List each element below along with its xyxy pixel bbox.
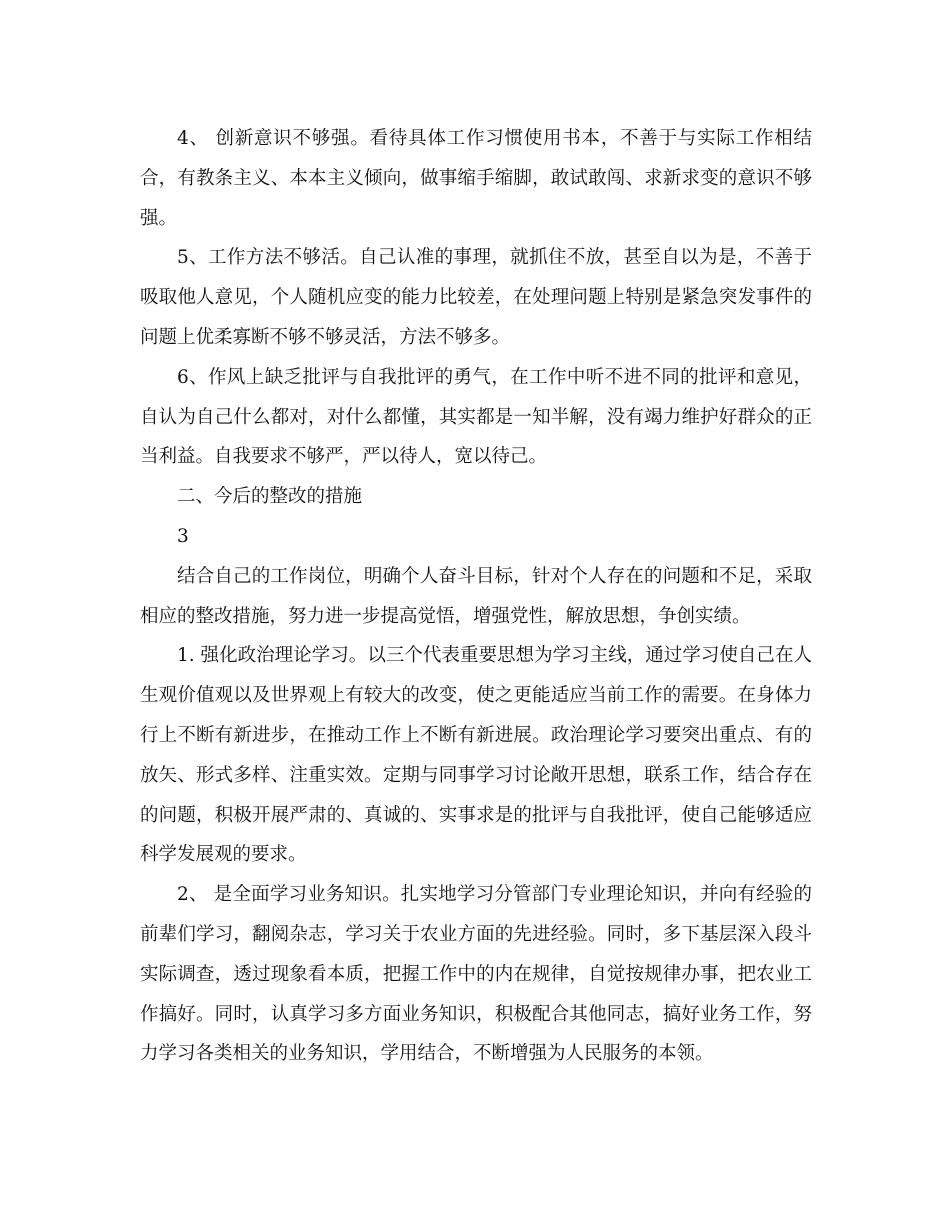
paragraph-work-method: 5、工作方法不够活。自己认准的事理，就抓住不放，甚至自以为是，不善于吸取他人意见，个人随机应变的能力比较差，在处理问题上特别是紧急突发事件的问题上优柔寡断不够不够灵活，方法不够多。	[140, 247, 812, 348]
paragraph-business-study: 2、 是全面学习业务知识。扎实地学习分管部门专业理论知识，并向有经验的前辈们学习，翻阅杂志，学习关于农业方面的先进经验。同时，多下基层深入段斗实际调查，透过现象看本质，把握工作中的内在规律，自觉按规律办事，把农业工作搞好。同时，认真学习多方面业务知识，积极配合其他同志，搞好业务工作，努力学习各类相关的业务知识，学用结合，不断增强为人民服务的本领。	[140, 884, 812, 1065]
paragraph-innovation: 4、 创新意识不够强。看待具体工作习惯使用书本，不善于与实际工作相结合，有教条主义、本本主义倾向，做事缩手缩脚，敢试敢闯、求新求变的意识不够强。	[140, 128, 812, 229]
paragraph-work-style: 6、作风上缺乏批评与自我批评的勇气，在工作中听不进不同的批评和意见，自认为自己什么都对，对什么都懂，其实都是一知半解，没有竭力维护好群众的正当利益。自我要求不够严，严以待人，宽以待己。	[140, 366, 812, 468]
page-number-marker: 3	[177, 525, 189, 547]
paragraph-political-study: 1. 强化政治理论学习。以三个代表重要思想为学习主线，通过学习使自己在人生观价值观以及世界观上有较大的改变，使之更能适应当前工作的需要。在身体力行上不断有新进步，在推动工作上不断有新进展。政治理论学习要突出重点、有的放矢、形式多样、注重实效。定期与同事学习讨论敞开思想，联系工作，结合存在的问题，积极开展严肃的、真诚的、实事求是的批评与自我批评，使自己能够适应科学发展观的要求。	[140, 645, 812, 866]
section-heading-measures: 二、今后的整改的措施	[177, 486, 363, 508]
document-body	[140, 119, 812, 1074]
paragraph-intro-measures: 结合自己的工作岗位，明确个人奋斗目标，针对个人存在的问题和不足，采取相应的整改措施，努力进一步提高觉悟，增强党性，解放思想，争创实绩。	[140, 565, 812, 627]
